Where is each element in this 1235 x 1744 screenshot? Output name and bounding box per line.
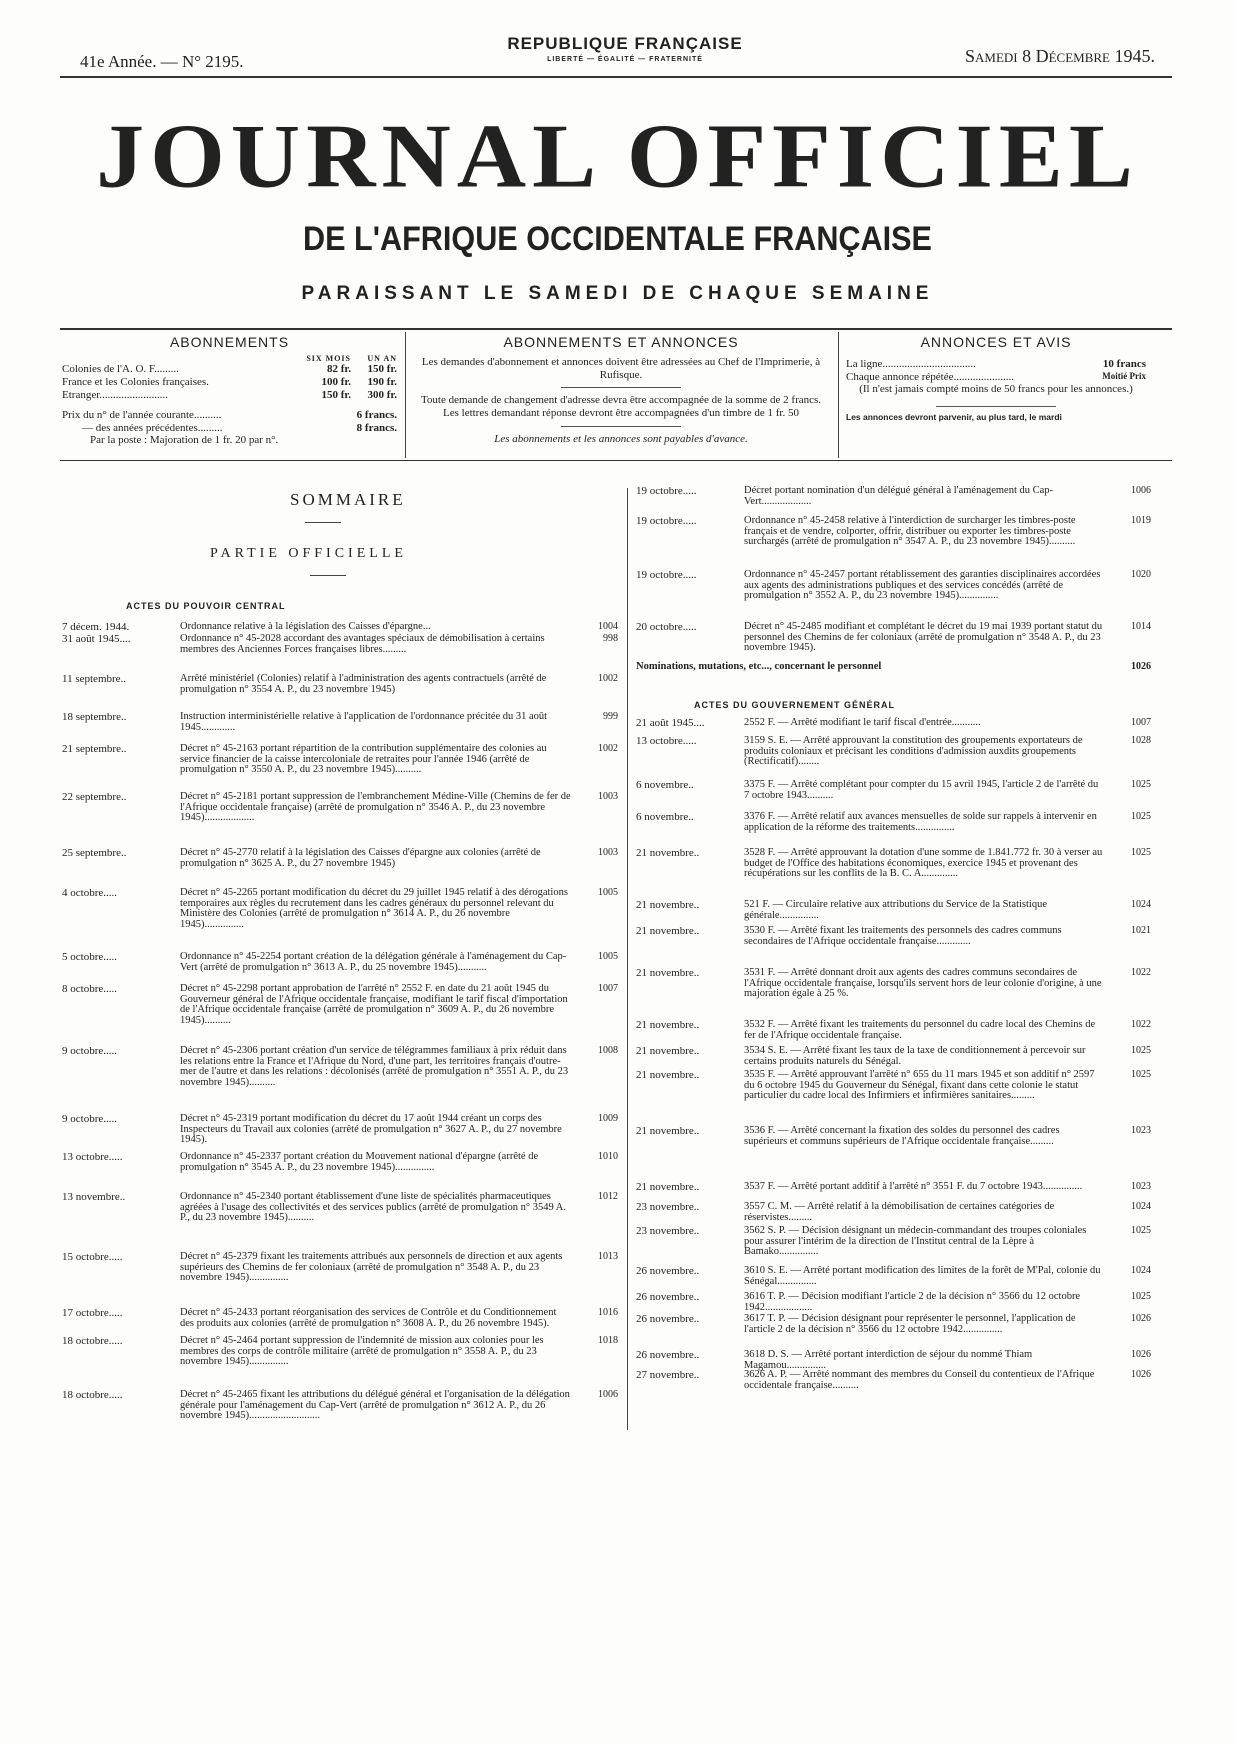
- toc-entry-date: 18 octobre.....: [62, 1335, 123, 1347]
- toc-entry: [636, 780, 1151, 801]
- toc-entry-date: 8 octobre.....: [62, 983, 117, 995]
- toc-entry-text: Ordonnance n° 45-2340 portant établissement d'une liste de spécialités pharmaceutiques agréées à l'usage des collectivités et des services publics (arrêté de promulgation n° 3549 A. P., du 23 novembre 1945)..........: [180, 1191, 567, 1224]
- masthead-title: JOURNAL OFFICIEL: [96, 104, 1139, 207]
- toc-entry-date: 21 août 1945....: [636, 717, 705, 729]
- toc-entry: [62, 952, 618, 973]
- motto: LIBERTÉ — ÉGALITÉ — FRATERNITÉ: [547, 56, 703, 63]
- sommaire-rule: [305, 522, 341, 523]
- toc-entry: [636, 1202, 1151, 1223]
- toc-entry-date: 15 octobre.....: [62, 1251, 123, 1263]
- toc-entry-page: 1026: [1131, 1313, 1151, 1324]
- toc-entry: [62, 848, 618, 869]
- subscription-rates: [62, 334, 397, 447]
- toc-entry-page: 1019: [1131, 515, 1151, 526]
- nominations-page: 1026: [1131, 661, 1151, 672]
- toc-entry-page: 1003: [598, 847, 618, 858]
- toc-entry-date: 21 novembre..: [636, 967, 700, 979]
- toc-entry-page: 1020: [1131, 569, 1151, 580]
- toc-entry-date: 18 septembre..: [62, 711, 127, 723]
- toc-entry: [62, 1152, 618, 1173]
- toc-entry-text: Décret n° 45-2485 modifiant et complétant le décret du 19 mai 1939 portant statut du personnel des Chemins de fer coloniaux (arrêté de promulgation n° 3548 A. P., du 23 novembre 1945).: [744, 621, 1103, 654]
- toc-entry-text: Décret portant nomination d'un délégué général à l'aménagement du Cap-Vert...................: [744, 485, 1054, 507]
- toc-entry: [636, 516, 1151, 548]
- toc-entry-text: Instruction interministérielle relative à l'application de l'ordonnance précitée du 31 août 1945.............: [180, 711, 548, 733]
- header-rule: [60, 76, 1172, 78]
- toc-entry-date: 5 octobre.....: [62, 951, 117, 963]
- announcements-deadline: Les annonces devront parvenir, au plus tard, le mardi: [846, 412, 1062, 423]
- toc-entry: [636, 926, 1151, 947]
- toc-entry-page: 998: [603, 633, 618, 644]
- toc-entry-page: 1002: [598, 743, 618, 754]
- subscription-instructions: [412, 334, 830, 445]
- toc-entry-date: 19 octobre.....: [636, 515, 697, 527]
- instructions-address-change: Toute demande de changement d'adresse devra être accompagnée de la somme de 2 francs. Les lettres demandant réponse devront être accompagnées d'un timbre de 1 fr. 50: [420, 394, 822, 420]
- toc-entry-text: 3617 T. P. — Décision désignant pour représenter le personnel, l'application de l'article 2 de la décision n° 3566 du 12 octobre 1942...............: [744, 1313, 1076, 1335]
- toc-entry: [636, 1370, 1151, 1391]
- toc-entry: [636, 736, 1151, 768]
- toc-entry: [62, 744, 618, 776]
- sommaire-title: SOMMAIRE: [290, 490, 406, 509]
- republic-label: REPUBLIQUE FRANÇAISE: [507, 34, 743, 53]
- toc-entry-text: 3159 S. E. — Arrêté approuvant la constitution des groupements exportateurs de produits coloniaux et précisant les conditions d'admission auxdits groupements (Rectificatif)........: [744, 735, 1083, 768]
- toc-entry: [62, 792, 618, 824]
- toc-entry-date: 27 novembre..: [636, 1369, 700, 1381]
- toc-entry-page: 1013: [598, 1251, 618, 1262]
- toc-entry-text: Ordonnance n° 45-2458 relative à l'interdiction de surcharger les timbres-poste français et de vendre, colporter, offrir, distribuer ou exporter les timbres-poste surchargés (arrêté de promulgation n° 3547 A. P., du 23 novembre 1945)..........: [744, 515, 1076, 548]
- toc-entry-page: 1009: [598, 1113, 618, 1124]
- one-year-label: UN AN: [367, 354, 397, 364]
- instructions-address: Les demandes d'abonnement et annonces doivent être adressées au Chef de l'Imprimerie, à Rufisque.: [421, 356, 821, 381]
- toc-entry-date: 31 août 1945....: [62, 633, 131, 645]
- toc-entry-page: 1024: [1131, 1201, 1151, 1212]
- line-price: La ligne.................................. 10 francs: [846, 358, 1146, 371]
- toc-entry-text: Décret n° 45-2379 fixant les traitements attribués aux personnels de direction et aux agents supérieurs des Chemins de fer coloniaux (arrêté de promulgation n° 3548 A. P., du 23 novembre 1945)...............: [180, 1251, 563, 1284]
- toc-entry-page: 1002: [598, 673, 618, 684]
- toc-entry-date: 21 novembre..: [636, 925, 700, 937]
- toc-entry-date: 7 décem. 1944.: [62, 621, 130, 633]
- toc-entry-text: 3534 S. E. — Arrêté fixant les taux de la taxe de conditionnement à percevoir sur certains produits naturels du Sénégal.: [744, 1045, 1086, 1067]
- toc-entry-date: 26 novembre..: [636, 1349, 700, 1361]
- toc-entry-date: 21 novembre..: [636, 1069, 700, 1081]
- toc-entry-page: 1005: [598, 887, 618, 898]
- rate-row: Etranger......................... 150 fr. 300 fr.: [62, 388, 397, 401]
- toc-entry-text: 2552 F. — Arrêté modifiant le tarif fiscal d'entrée...........: [744, 717, 981, 728]
- toc-entry-text: Ordonnance n° 45-2028 accordant des avantages spéciaux de démobilisation à certains membres des Anciennes Forces françaises libres.........: [180, 633, 545, 655]
- toc-entry-date: 21 novembre..: [636, 847, 700, 859]
- toc-entry-text: Décret n° 45-2770 relatif à la législation des Caisses d'épargne aux colonies (arrêté de promulgation n° 3625 A. P., du 27 novembre 1945): [180, 847, 541, 869]
- partie-rule: [310, 575, 346, 576]
- toc-entry: [636, 1314, 1151, 1335]
- toc-entry: [636, 968, 1151, 1000]
- toc-entry-page: 1025: [1131, 1225, 1151, 1236]
- toc-entry-text: 3610 S. E. — Arrêté portant modification des limites de la forêt de M'Pal, colonie du Sénégal...............: [744, 1265, 1101, 1287]
- toc-entry-page: 1022: [1131, 1019, 1151, 1030]
- toc-entry: [62, 712, 618, 733]
- toc-entry-text: 3618 D. S. — Arrêté portant interdiction de séjour du nommé Thiam Magamou...............: [744, 1349, 1033, 1371]
- six-months-label: SIX MOIS: [306, 354, 351, 364]
- toc-entry-page: 1026: [1131, 1369, 1151, 1380]
- toc-entry-page: 1005: [598, 951, 618, 962]
- section-gouvernement-general: ACTES DU GOUVERNEMENT GÉNÉRAL: [694, 700, 896, 710]
- toc-entry-text: 3557 C. M. — Arrêté relatif à la démobilisation de certaines catégories de réservistes.........: [744, 1201, 1055, 1223]
- toc-entry: [636, 1182, 1151, 1193]
- issue-price-previous: — des années précédentes......... 8 francs.: [82, 421, 397, 434]
- minimum-charge-note: (Il n'est jamais compté moins de 50 francs pour les annonces.): [859, 383, 1133, 396]
- toc-entry-text: Ordonnance n° 45-2457 portant rétablissement des garanties disciplinaires accordées aux agents des administrations publiques et des services concédés (arrêté de promulgation n° 3552 A. P., du 23 novembre 1945)...............: [744, 569, 1101, 602]
- toc-entry: [62, 674, 618, 695]
- toc-entry-date: 9 octobre.....: [62, 1045, 117, 1057]
- instructions-payment: Les abonnements et les annonces sont payables d'avance.: [494, 432, 748, 445]
- toc-entry-date: 21 novembre..: [636, 1019, 700, 1031]
- toc-entry-text: 3532 F. — Arrêté fixant les traitements du personnel du cadre local des Chemins de fer de l'Afrique occidentale française.: [744, 1019, 1096, 1041]
- subscription-divider-1: [405, 332, 406, 458]
- toc-entry-page: 1021: [1131, 925, 1151, 936]
- toc-entry-text: 3537 F. — Arrêté portant additif à l'arrêté n° 3551 F. du 7 octobre 1943...............: [744, 1181, 1083, 1192]
- toc-entry: [636, 486, 1151, 507]
- toc-entry-text: Décret n° 45-2465 fixant les attributions du délégué général et l'organisation de la délégation générale pour l'aménagement du Cap-Vert (arrêté de promulgation n° 3612 A. P., du 26 novembre 1945)...........................: [180, 1389, 570, 1422]
- subscription-top-rule: [60, 328, 1172, 330]
- repeat-price: Chaque annonce répétée...................... Moitié Prix: [846, 370, 1146, 383]
- toc-entry-page: 1003: [598, 791, 618, 802]
- toc-entry: [62, 1390, 618, 1422]
- toc-entry: [636, 848, 1151, 880]
- toc-entry: [62, 1046, 618, 1089]
- toc-entry-date: 23 novembre..: [636, 1225, 700, 1237]
- toc-entry: [636, 1126, 1151, 1147]
- toc-entry-date: 6 novembre..: [636, 779, 694, 791]
- toc-entry-page: 1012: [598, 1191, 618, 1202]
- toc-entry: [62, 888, 618, 931]
- announcements-separator: [936, 406, 1056, 407]
- column-divider: [627, 488, 628, 1430]
- toc-entry-page: 1025: [1131, 847, 1151, 858]
- toc-entry-date: 13 novembre..: [62, 1191, 126, 1203]
- toc-entry-text: 3376 F. — Arrêté relatif aux avances mensuelles de solde sur rappels à intervenir en application de la réforme des traitements...............: [744, 811, 1097, 833]
- toc-entry: [62, 1192, 618, 1224]
- toc-entry-text: 3626 A. P. — Arrêté nommant des membres du Conseil du contentieux de l'Afrique occidentale française..........: [744, 1369, 1095, 1391]
- toc-entry-text: Arrêté ministériel (Colonies) relatif à l'administration des agents contractuels (arrêté de promulgation n° 3554 A. P., du 23 novembre 1945): [180, 673, 547, 695]
- toc-entry-page: 1025: [1131, 1069, 1151, 1080]
- toc-entry-text: Ordonnance relative à la législation des Caisses d'épargne...: [180, 621, 431, 632]
- toc-entry-page: 1023: [1131, 1181, 1151, 1192]
- toc-entry-date: 11 septembre..: [62, 673, 127, 685]
- toc-entry-date: 21 novembre..: [636, 1045, 700, 1057]
- toc-entry-date: 13 octobre.....: [636, 735, 697, 747]
- toc-entry: [62, 1336, 618, 1368]
- toc-entry-page: 1028: [1131, 735, 1151, 746]
- toc-entry: [636, 570, 1151, 602]
- toc-entry-date: 9 octobre.....: [62, 1113, 117, 1125]
- toc-entry-date: 21 septembre..: [62, 743, 127, 755]
- nominations-entry: [636, 661, 1151, 672]
- toc-entry-text: Décret n° 45-2265 portant modification du décret du 29 juillet 1945 relatif à des dérogations temporaires aux règles du recrutement dans les cadres généraux du personnel relevant du Ministère des Colonies (arrêté de promulgation n° 3614 A. P., du 26 novembre 1945)...............: [180, 887, 568, 931]
- issue-date: Samedi 8 Décembre 1945.: [964, 46, 1155, 66]
- subscription-heading: ABONNEMENTS: [169, 334, 290, 350]
- nominations-text: Nominations, mutations, etc..., concernant le personnel: [636, 661, 882, 672]
- toc-entry-text: 3536 F. — Arrêté concernant la fixation des soldes du personnel des cadres supérieurs et communs supérieurs de l'Afrique occidentale française.........: [744, 1125, 1060, 1147]
- toc-entry-text: Décret n° 45-2433 portant réorganisation des services de Contrôle et du Conditionnement des produits aux colonies (arrêté de promulgation n° 3608 A. P., du 26 novembre 1945).: [180, 1307, 557, 1329]
- toc-entry-page: 1025: [1131, 1291, 1151, 1302]
- toc-entry-text: Ordonnance n° 45-2337 portant création du Mouvement national d'épargne (arrêté de promulgation n° 3545 A. P., du 23 novembre 1945)...............: [180, 1151, 539, 1173]
- toc-entry-page: 1007: [598, 983, 618, 994]
- toc-entry-page: 1008: [598, 1045, 618, 1056]
- subscription-divider-2: [838, 332, 839, 458]
- toc-entry-date: 20 octobre.....: [636, 621, 697, 633]
- toc-entry-date: 21 novembre..: [636, 1181, 700, 1193]
- instructions-heading: ABONNEMENTS ET ANNONCES: [503, 334, 739, 350]
- toc-entry-date: 25 septembre..: [62, 847, 127, 859]
- partie-officielle-title: PARTIE OFFICIELLE: [210, 546, 407, 561]
- toc-entry: [636, 812, 1151, 833]
- toc-entry: [636, 1226, 1151, 1258]
- toc-entry-text: 3535 F. — Arrêté approuvant l'arrêté n° 655 du 11 mars 1945 et son additif n° 2597 du 6 octobre 1945 du Gouverneur du Sénégal, fixant dans cette colonie le statut particulier du cadre local des Infirmiers et infirmières sanitaires.........: [744, 1069, 1095, 1102]
- toc-entry-text: Décret n° 45-2163 portant répartition de la contribution supplémentaire des colonies au service financier de la caisse intercoloniale de retraites pour l'année 1946 (arrêté de promulgation n° 3550 A. P., du 23 novembre 1945)..........: [180, 743, 547, 776]
- rate-row: Colonies de l'A. O. F......... 82 fr. 150 fr.: [62, 363, 397, 376]
- toc-entry-text: Décret n° 45-2464 portant suppression de l'indemnité de mission aux colonies pour les membres des corps de contrôle militaire (arrêté de promulgation n° 3558 A. P., du 23 novembre 1945)...............: [180, 1335, 544, 1368]
- toc-entry-date: 4 octobre.....: [62, 887, 117, 899]
- toc-entry-page: 1022: [1131, 967, 1151, 978]
- toc-entry-text: Décret n° 45-2298 portant approbation de l'arrêté n° 2552 F. en date du 21 août 1945 du Gouverneur général de l'Afrique occidentale française, modifiant le tarif fiscal d'importation de l'Afrique occidentale française (arrêté de promulgation n° 3609 A. P., du 26 novembre 1945)..........: [180, 983, 568, 1027]
- toc-entry-text: 3375 F. — Arrêté complétant pour compter du 15 avril 1945, l'article 2 de l'arrêté du 7 octobre 1943..........: [744, 779, 1099, 801]
- toc-entry: [636, 900, 1151, 921]
- toc-entry-date: 6 novembre..: [636, 811, 694, 823]
- toc-entry-date: 23 novembre..: [636, 1201, 700, 1213]
- toc-entry-page: 1016: [598, 1307, 618, 1318]
- toc-entry-date: 26 novembre..: [636, 1291, 700, 1303]
- toc-entry-page: 1006: [598, 1389, 618, 1400]
- toc-entry-text: Décret n° 45-2181 portant suppression de l'embranchement Médine-Ville (Chemins de fer de l'Afrique occidentale française) (arrêté de promulgation n° 3546 A. P., du 23 novembre 1945)...................: [180, 791, 571, 824]
- toc-entry-date: 21 novembre..: [636, 899, 700, 911]
- toc-entry-page: 1010: [598, 1151, 618, 1162]
- toc-entry-page: 1018: [598, 1335, 618, 1346]
- section-pouvoir-central: ACTES DU POUVOIR CENTRAL: [126, 601, 286, 611]
- toc-entry: [62, 1114, 618, 1146]
- toc-entry: [636, 718, 1151, 729]
- toc-entry-page: 1014: [1131, 621, 1151, 632]
- instructions-separator: [561, 387, 681, 388]
- toc-entry-text: 3531 F. — Arrêté donnant droit aux agents des cadres communs secondaires de l'Afrique occidentale française, lorsqu'ils servent hors de leur colonie d'origine, à une majoration égale à 25 %.: [744, 967, 1102, 1000]
- toc-entry: [636, 1046, 1151, 1067]
- toc-entry-page: 1007: [1131, 717, 1151, 728]
- toc-entry-page: 1026: [1131, 1349, 1151, 1360]
- toc-entry-text: Décret n° 45-2319 portant modification du décret du 17 août 1944 créant un corps des Inspecteurs du Travail aux colonies (arrêté de promulgation n° 3627 A. P., du 27 novembre 1945).: [180, 1113, 562, 1146]
- toc-entry-date: 26 novembre..: [636, 1265, 700, 1277]
- toc-entry-page: 1004: [598, 621, 618, 632]
- toc-entry-page: 1006: [1131, 485, 1151, 496]
- toc-entry-text: 521 F. — Circulaire relative aux attributions du Service de la Statistique générale...............: [744, 899, 1048, 921]
- toc-entry-text: Ordonnance n° 45-2254 portant création de la délégation générale à l'aménagement du Cap-Vert (arrêté de promulgation n° 3613 A. P., du 25 novembre 1945)...........: [180, 951, 567, 973]
- toc-entry: [62, 1252, 618, 1284]
- toc-entry-date: 19 octobre.....: [636, 485, 697, 497]
- toc-entry-text: 3616 T. P. — Décision modifiant l'article 2 de la décision n° 3566 du 12 octobre 1942..................: [744, 1291, 1081, 1313]
- instructions-separator: [561, 426, 681, 427]
- toc-entry-page: 1025: [1131, 779, 1151, 790]
- toc-entry-page: 1025: [1131, 811, 1151, 822]
- masthead-subtitle: DE L'AFRIQUE OCCIDENTALE FRANÇAISE: [303, 220, 932, 258]
- subscription-bottom-rule: [60, 460, 1172, 461]
- toc-entry-page: 999: [603, 711, 618, 722]
- toc-entry: [636, 1070, 1151, 1102]
- toc-entry: [636, 1020, 1151, 1041]
- toc-entry-text: 3562 S. P. — Décision désignant un médecin-commandant des troupes coloniales pour assurer l'intérim de la direction de l'Institut central de la Lèpre à Bamako...............: [744, 1225, 1087, 1258]
- toc-entry-text: Décret n° 45-2306 portant création d'un service de télégrammes familiaux à prix réduit dans les relations entre la France et l'Afrique du Nord, d'une part, les territoires français d'outre-mer de l'autre et dans les relations : décolonisés (arrêté de promulgation n° 3551 A. P., du 23 novembre 1945)..........: [180, 1045, 569, 1089]
- toc-entry-text: 3528 F. — Arrêté approuvant la dotation d'une somme de 1.841.772 fr. 30 à verser au budget de l'Office des habitations économiques, exercice 1945 et provenant des récupérations sur les conflits de la B. C. A..............: [744, 847, 1103, 880]
- toc-entry-date: 13 octobre.....: [62, 1151, 123, 1163]
- toc-entry: [636, 622, 1151, 654]
- toc-entry: [62, 1308, 618, 1329]
- toc-entry-page: 1023: [1131, 1125, 1151, 1136]
- republic-header: [460, 34, 790, 63]
- publication-frequency: PARAISSANT LE SAMEDI DE CHAQUE SEMAINE: [301, 283, 934, 304]
- toc-entry-text: 3530 F. — Arrêté fixant les traitements des personnels des cadres communs secondaires de l'Afrique occidentale française.............: [744, 925, 1062, 947]
- toc-entry-date: 22 septembre..: [62, 791, 127, 803]
- toc-entry-date: 19 octobre.....: [636, 569, 697, 581]
- toc-entry-date: 17 octobre.....: [62, 1307, 123, 1319]
- announcements-heading: ANNONCES ET AVIS: [920, 334, 1072, 350]
- toc-entry-date: 21 novembre..: [636, 1125, 700, 1137]
- postal-surcharge: Par la poste : Majoration de 1 fr. 20 par n°.: [90, 434, 279, 447]
- toc-entry: [62, 622, 618, 633]
- issue-price-current: Prix du n° de l'année courante.......... 6 francs.: [62, 409, 397, 422]
- rate-row: France et les Colonies françaises. 100 fr. 190 fr.: [62, 375, 397, 388]
- toc-entry: [636, 1292, 1151, 1313]
- announcements-rates: [846, 334, 1146, 423]
- issue-number: 41e Année. — N° 2195.: [80, 52, 244, 71]
- toc-entry-page: 1024: [1131, 899, 1151, 910]
- toc-entry-date: 26 novembre..: [636, 1313, 700, 1325]
- toc-entry: [62, 984, 618, 1027]
- toc-entry-page: 1025: [1131, 1045, 1151, 1056]
- toc-entry-page: 1024: [1131, 1265, 1151, 1276]
- toc-entry-date: 18 octobre.....: [62, 1389, 123, 1401]
- toc-entry: [636, 1266, 1151, 1287]
- toc-entry: [62, 634, 618, 655]
